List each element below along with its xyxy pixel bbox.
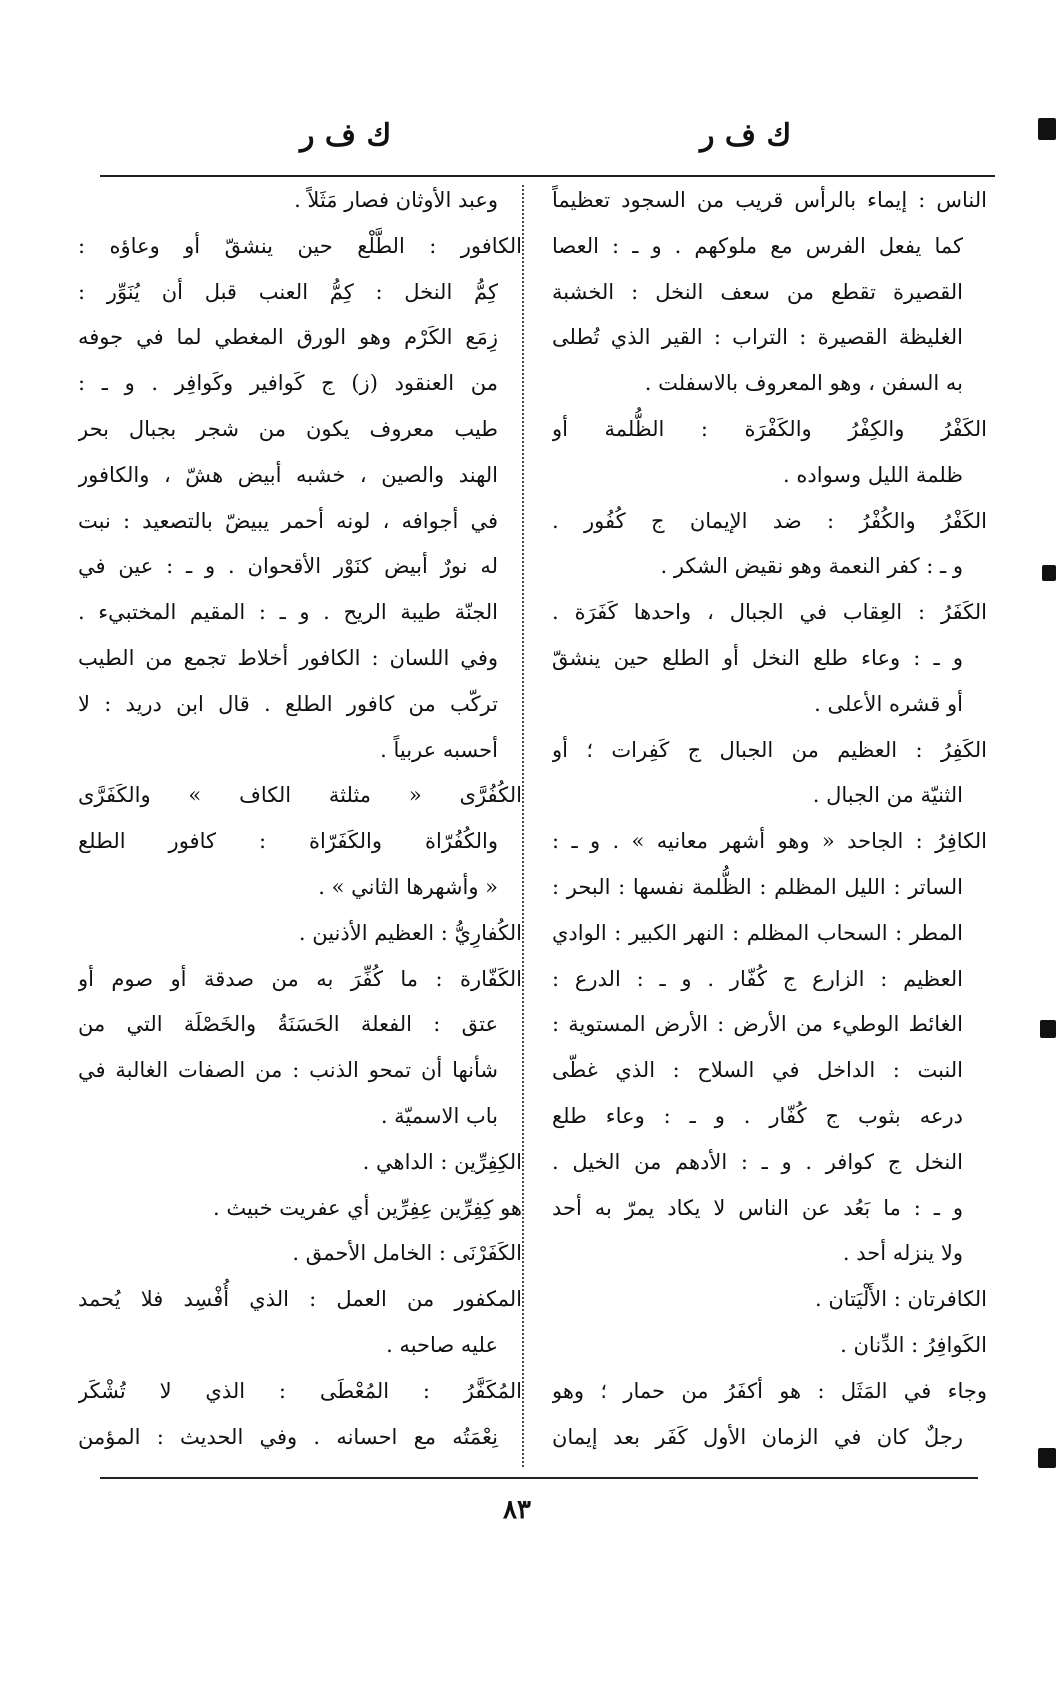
text-line: الكَفْرُ والكُفْرُ : ضد الإيمان ج كُفُور . xyxy=(552,508,987,533)
text-line: النخل ج كوافر . و ـ : الأدهم من الخيل . xyxy=(552,1149,963,1174)
text-line: طيب معروف يكون من شجر بجبال بحر xyxy=(78,416,498,441)
text-line: شأنها أن تمحو الذنب : من الصفات الغالبة في xyxy=(78,1058,498,1083)
text-line: باب الاسميّة . xyxy=(380,1103,498,1128)
text-line: الساتر : الليل المظلم : الظُّلمة نفسها : البحر : xyxy=(552,874,963,899)
text-line: الغليظة القصيرة : التراب : القير الذي تُطلى xyxy=(552,325,963,350)
text-line: الغائط الوطيء من الأرض : الأرض المستوية : xyxy=(552,1012,963,1037)
text-line: نِعْمَتُه مع احسانه . وفي الحديث : المؤمن xyxy=(78,1424,498,1449)
column-divider xyxy=(522,185,524,1467)
page-header-right: ك ف ر xyxy=(700,118,792,153)
text-line: و ـ : وعاء طلع النخل أو الطلع حين ينشقّ xyxy=(552,645,963,670)
text-line: والكُفُرّاة والكَفَرّاة : كافور الطلع xyxy=(78,829,498,854)
text-line: الكَفّارة : ما كُفِّرَ به من صدقة أو صوم أو xyxy=(78,966,522,991)
text-line: الكَفَرُ : العِقاب في الجبال ، واحدها كَفَرَة . xyxy=(552,600,987,625)
page-header-left: ك ف ر xyxy=(300,118,392,153)
text-line: العظيم : الزارع ج كُفّار . و ـ : الدرع : xyxy=(552,966,963,991)
text-line: الكافور : الطَّلْع حين ينشقّ أو وعاؤه : xyxy=(78,233,522,258)
text-line: الكِفِرِّين : الداهي . xyxy=(362,1149,522,1174)
text-line: ظلمة الليل وسواده . xyxy=(783,462,963,487)
text-line: و ـ : كفر النعمة وهو نقيض الشكر . xyxy=(660,554,963,579)
text-line: المطر : السحاب المظلم : النهر الكبير : الوادي xyxy=(552,920,963,945)
text-line: الكُفارِيُّ : العظيم الأذنين . xyxy=(298,920,522,945)
text-line: الكَفَرْنَى : الخامل الأحمق . xyxy=(292,1241,522,1266)
text-line: في أجوافه ، لونه أحمر يبيضّ بالتصعيد : نبت xyxy=(78,508,498,533)
text-line: به السفن ، وهو المعروف بالاسفلت . xyxy=(644,371,963,396)
text-line: هو كِفِرِّين عِفِرِّين أي عفريت خبيث . xyxy=(212,1195,522,1220)
text-line: ولا ينزله أحد . xyxy=(842,1241,963,1266)
text-line: الكافِرُ : الجاحد « وهو أشهر معانيه » . و ـ : xyxy=(552,829,987,854)
text-line: زِمَع الكَرْم وهو الورق المغطي لما في جوفه xyxy=(78,325,498,350)
text-line: القصيرة تقطع من سعف النخل : الخشبة xyxy=(552,279,963,304)
text-line: وفي اللسان : الكافور أخلاط تجمع من الطيب xyxy=(78,645,498,670)
text-line: من العنقود (ز) ج كَوافير وكَوافِر . و ـ : xyxy=(78,371,498,396)
text-line: الكَفِرُ : العظيم من الجبال ج كَفِرات ؛ أو xyxy=(552,737,987,762)
right-column xyxy=(552,178,987,1460)
text-line: أحسبه عربياً . xyxy=(380,737,498,762)
text-line: الهند والصين ، خشبه أبيض هشّ ، والكافور xyxy=(78,462,498,487)
text-line: و ـ : ما بَعُد عن الناس لا يكاد يمرّ به أحد xyxy=(552,1195,963,1220)
text-line: له نورٌ أبيض كنَوْر الأقحوان . و ـ : عين في xyxy=(78,554,498,579)
left-column xyxy=(78,178,522,1460)
text-line: وجاء في المَثَل : هو أكفَرُ من حمار ؛ وهو xyxy=(552,1378,987,1403)
text-line: درعه بثوب ج كُفّار . و ـ : وعاء طلع xyxy=(552,1103,963,1128)
text-line: الجنّة طيبة الريح . و ـ : المقيم المختبيء . xyxy=(78,600,498,625)
binding-mark xyxy=(1042,565,1056,581)
text-line: الناس : إيماء بالرأس قريب من السجود تعظيماً xyxy=(552,188,987,212)
text-line: الكَوافِرُ : الدِّنان . xyxy=(840,1332,987,1357)
binding-mark xyxy=(1040,1020,1056,1038)
header-rule xyxy=(100,175,995,177)
text-line: الكُفُرَّى « مثلثة الكاف » والكَفَرَّى xyxy=(78,783,522,808)
text-line: رجلٌ كان في الزمان الأول كَفَر بعد إيمان xyxy=(552,1424,963,1449)
binding-mark xyxy=(1038,118,1056,140)
text-line: الكافرتان : الأَلْيَتان . xyxy=(815,1287,987,1312)
text-line: المُكَفَّرُ : المُعْطَى : الذي لا تُشْكَر xyxy=(78,1378,522,1403)
text-line: المكفور من العمل : الذي أُفْسِد فلا يُحمد xyxy=(78,1287,522,1312)
text-line: كِمُّ النخل : كِمُّ العنب قبل أن يُنَوِّر : xyxy=(78,279,498,304)
page-number: ٨٣ xyxy=(503,1495,531,1525)
text-line: « وأشهرها الثاني » . xyxy=(318,874,498,899)
footer-rule xyxy=(100,1477,978,1479)
binding-mark xyxy=(1038,1448,1056,1468)
text-line: أو قشره الأعلى . xyxy=(814,691,963,716)
text-line: الثنيّة من الجبال . xyxy=(812,783,963,808)
text-line: النبت : الداخل في السلاح : الذي غطّى xyxy=(552,1058,963,1083)
text-line: وعبد الأوثان فصار مَثَلاً . xyxy=(294,188,498,212)
text-line: عليه صاحبه . xyxy=(386,1332,498,1357)
text-line: عتق : الفعلة الحَسَنَةُ والخَصْلَة التي من xyxy=(78,1012,498,1037)
text-line: الكَفْرُ والكِفْرُ والكَفْرَة : الظُّلمة أو xyxy=(552,416,987,441)
text-line: تركّب من كافور الطلع . قال ابن دريد : لا xyxy=(78,691,498,716)
text-line: كما يفعل الفرس مع ملوكهم . و ـ : العصا xyxy=(552,233,963,258)
